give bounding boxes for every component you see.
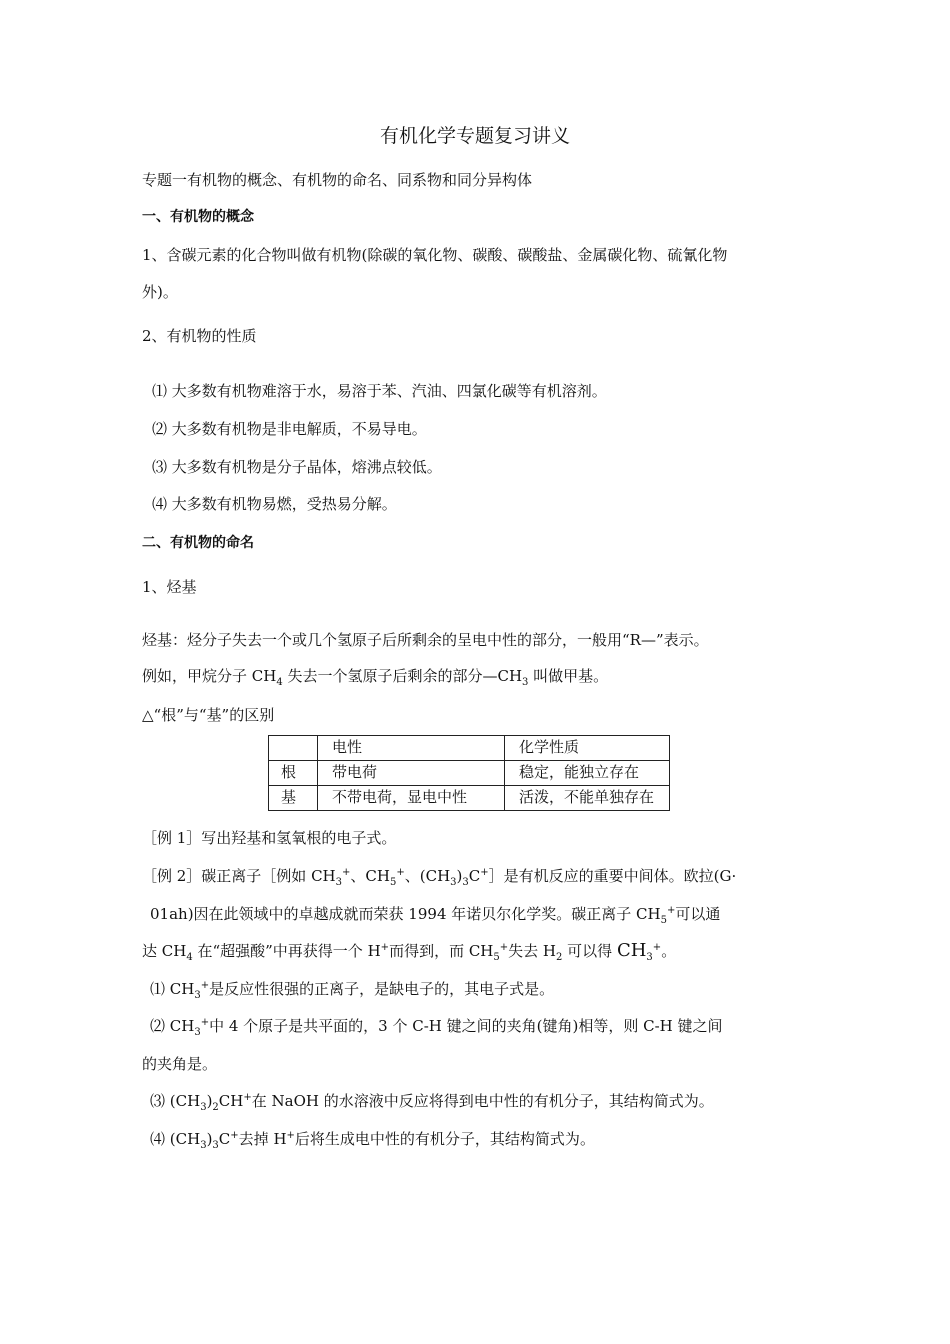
question-2-line2: 的夹角是。 <box>142 1055 218 1073</box>
question-2-line1: ⑵ $CH_3^+$中 4 个原子是共平面的，3 个 C-H 键之间的夹角(键角)相等，则 C-H 键之间 <box>150 1017 723 1038</box>
table-header-row <box>269 736 670 761</box>
property-item: ⑵ 大多数有机物是非电解质，不易导电。 <box>152 420 427 438</box>
section-heading-naming: 二、有机物的命名 <box>142 535 254 551</box>
question-4: ⑷ $(CH_3)_3C^+$去掉 H+后将生成电中性的有机分子，其结构简式为。 <box>150 1130 595 1151</box>
table-cell: 活泼，不能单独存在 <box>505 786 670 811</box>
property-item: ⑷ 大多数有机物易燃，受热易分解。 <box>152 495 397 513</box>
comparison-heading: △“根”与“基”的区别 <box>142 706 275 724</box>
example-1: ［例 1］写出羟基和氢氧根的电子式。 <box>142 829 397 847</box>
example-2-line2: 01ah)因在此领域中的卓越成就而荣获 1994 年诺贝尔化学奖。碳正离子 $CH_5^+$可以通 <box>150 905 721 926</box>
methyl-example: 例如，甲烷分子 $CH_4$ 失去一个氢原子后剩余的部分$—CH_3$ 叫做甲基。 <box>142 667 609 688</box>
paragraph-definition-line2: 外)。 <box>142 283 178 301</box>
property-item: ⑶ 大多数有机物是分子晶体，熔沸点较低。 <box>152 458 442 476</box>
table-cell: 带电荷 <box>318 761 505 786</box>
question-3: ⑶ $(CH_3)_2CH^+$在 NaOH 的水溶液中反应将得到电中性的有机分子，其结构简式为。 <box>150 1092 714 1113</box>
table-cell: 不带电荷，显电中性 <box>318 786 505 811</box>
table-header-cell <box>269 736 318 761</box>
example-2-line3: 达 $CH_4$ 在“超强酸”中再获得一个 H+而得到，而 $CH_5^+$失去 $H_2$ 可以得 $CH_3^+$。 <box>142 940 677 963</box>
section-heading-concept: 一、有机物的概念 <box>142 209 254 225</box>
table-header-cell: 化学性质 <box>505 736 670 761</box>
example-2-line1: ［例 2］碳正离子［例如 $CH_3^+$、$CH_5^+$、$(CH_3)_3C^+]$是有机反应的重要中间体。欧拉(G· <box>142 867 737 888</box>
table-cell: 根 <box>269 761 318 786</box>
question-1: ⑴ $CH_3^+$是反应性很强的正离子，是缺电子的，其电子式是。 <box>150 980 555 1001</box>
table-row <box>269 761 670 786</box>
table-row <box>269 786 670 811</box>
table-header-cell: 电性 <box>318 736 505 761</box>
topic-subtitle: 专题一有机物的概念、有机物的命名、同系物和同分异构体 <box>142 171 533 189</box>
table-cell: 稳定，能独立存在 <box>505 761 670 786</box>
radical-vs-group-table <box>268 735 670 811</box>
subsection-hydrocarbyl: 1、烃基 <box>142 578 197 596</box>
paragraph-properties-heading: 2、有机物的性质 <box>142 327 257 345</box>
paragraph-definition-line1: 1、含碳元素的化合物叫做有机物(除碳的氧化物、碳酸、碳酸盐、金属碳化物、硫氰化物 <box>142 246 728 264</box>
hydrocarbyl-definition: 烃基：烃分子失去一个或几个氢原子后所剩余的呈电中性的部分，一般用“R—”表示。 <box>142 631 709 649</box>
document-title: 有机化学专题复习讲义 <box>379 125 570 147</box>
table-cell: 基 <box>269 786 318 811</box>
property-item: ⑴ 大多数有机物难溶于水，易溶于苯、汽油、四氯化碳等有机溶剂。 <box>152 382 607 400</box>
